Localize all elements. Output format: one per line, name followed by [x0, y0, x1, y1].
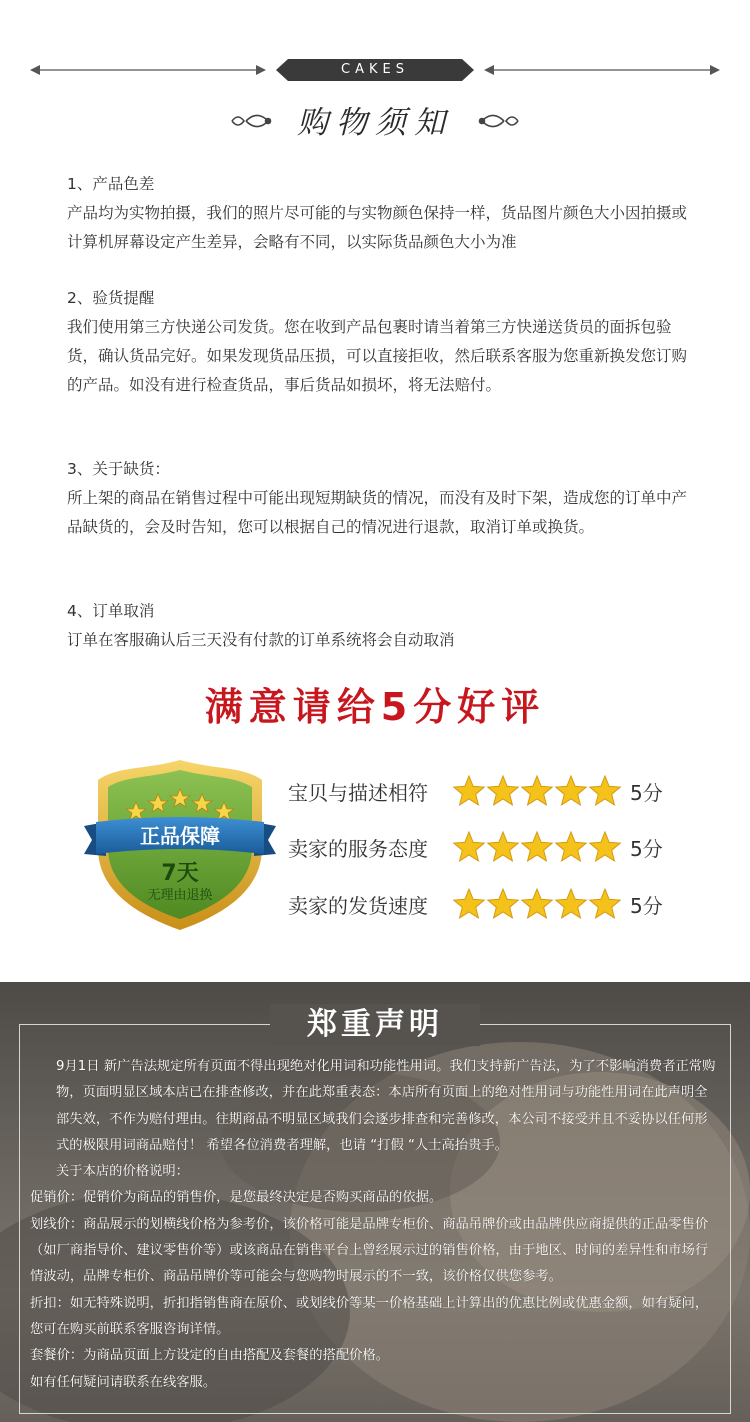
notice-inspection — [67, 284, 697, 400]
star-icon — [522, 889, 552, 918]
rating-score: 5分 — [630, 837, 663, 861]
statement-paragraph: 9月1日 新广告法规定所有页面不得出现绝对化用词和功能性用词。我们支持新广告法，为了不影响消费者正常购物，页面明显区域本店已在排查修改，并在此郑重表态：本店所有页面上的绝对性用词与功能性用词在此声明全部失效，不作为赔付理由。往期商品不明显区域我们会逐步排查和完善修改，本公司不接受并且不妥协以任何形式的极限用词商品赔付！ 希望各位消费者理解，也请 “打假 “人士高抬贵手。 — [56, 1059, 716, 1153]
statement-section — [0, 982, 750, 1422]
star-icon — [556, 889, 586, 918]
notice-heading: 3、关于缺货： — [67, 460, 170, 478]
badge-days-text: 7天 — [161, 861, 199, 886]
notice-body: 我们使用第三方快递公司发货。您在收到产品包裹时请当着第三方快递送货员的面拆包验货，确认货品完好。如果发现货品压损，可以直接拒收，然后联系客服为您重新换发您订购的产品。如没有进行检查货品，事后货品如损坏，将无法赔付。 — [67, 318, 688, 394]
star-icon — [590, 776, 620, 805]
rating-label: 卖家的服务态度 — [288, 837, 428, 861]
star-icon — [488, 889, 518, 918]
star-rating — [452, 772, 622, 810]
star-icon — [590, 832, 620, 861]
star-icon — [454, 832, 484, 861]
bundle-price-text: 套餐价：为商品页面上方设定的自由搭配及套餐的搭配价格。 — [30, 1348, 390, 1364]
notice-heading: 1、产品色差 — [67, 175, 155, 193]
guarantee-badge — [84, 756, 276, 932]
star-icon — [556, 832, 586, 861]
badge-ribbon-text: 正品保障 — [140, 824, 220, 848]
rating-label: 宝贝与描述相符 — [288, 781, 428, 805]
rating-title: 满意请给5分好评 — [204, 685, 546, 729]
star-rating — [452, 885, 622, 923]
star-icon — [522, 776, 552, 805]
star-icon — [488, 776, 518, 805]
star-icon — [454, 776, 484, 805]
page-title: 购物须知 — [297, 105, 453, 141]
rating-row — [288, 884, 708, 924]
notice-heading: 2、验货提醒 — [67, 289, 155, 307]
notice-order-cancel — [67, 597, 697, 655]
star-icon — [590, 889, 620, 918]
badge-subtitle-text: 无理由退换 — [147, 888, 213, 903]
notice-out-of-stock — [67, 455, 697, 542]
notice-body: 订单在客服确认后三天没有付款的订单系统将会自动取消 — [67, 631, 455, 649]
notice-body: 所上架的商品在销售过程中可能出现短期缺货的情况，而没有及时下架，造成您的订单中产品缺货的，会及时告知，您可以根据自己的情况进行退款，取消订单或换货。 — [67, 489, 688, 536]
rating-score: 5分 — [630, 781, 663, 805]
rating-label: 卖家的发货速度 — [288, 894, 428, 918]
price-heading: 关于本店的价格说明： — [56, 1164, 189, 1180]
star-icon — [522, 832, 552, 861]
star-icon — [488, 832, 518, 861]
strike-price-text: 划线价：商品展示的划横线价格为参考价，该价格可能是品牌专柜价、商品吊牌价或由品牌供应商提供的正品零售价（如厂商指导价、建议零售价等）或该商品在销售平台上曾经展示过的销售价格，由于地区、时间的差异性和市场行情波动，品牌专柜价、商品吊牌价等可能会与您购物时展示的不一致，该价格仅供您参考。 — [30, 1216, 709, 1285]
rating-row — [288, 827, 708, 867]
notice-color-difference — [67, 170, 697, 257]
contact-text: 如有任何疑问请联系在线客服。 — [30, 1374, 217, 1390]
star-icon — [454, 889, 484, 918]
statement-text — [30, 1054, 718, 1396]
star-rating — [452, 828, 622, 866]
star-icon — [556, 776, 586, 805]
rating-row — [288, 771, 708, 811]
rating-score: 5分 — [630, 894, 663, 918]
cakes-label: CAKES — [341, 62, 409, 77]
statement-title: 郑重声明 — [270, 1004, 480, 1046]
promo-price-text: 促销价：促销价为商品的销售价，是您最终决定是否购买商品的依据。 — [30, 1190, 443, 1206]
notice-body: 产品均为实物拍摄，我们的照片尽可能的与实物颜色保持一样，货品图片颜色大小因拍摄或计算机屏幕设定产生差异，会略有不同，以实际货品颜色大小为准 — [67, 204, 688, 251]
notice-heading: 4、订单取消 — [67, 602, 155, 620]
discount-text: 折扣：如无特殊说明，折扣指销售商在原价、或划线价等某一价格基础上计算出的优惠比例或优惠金额，如有疑问，您可在购买前联系客服咨询详情。 — [30, 1295, 709, 1337]
